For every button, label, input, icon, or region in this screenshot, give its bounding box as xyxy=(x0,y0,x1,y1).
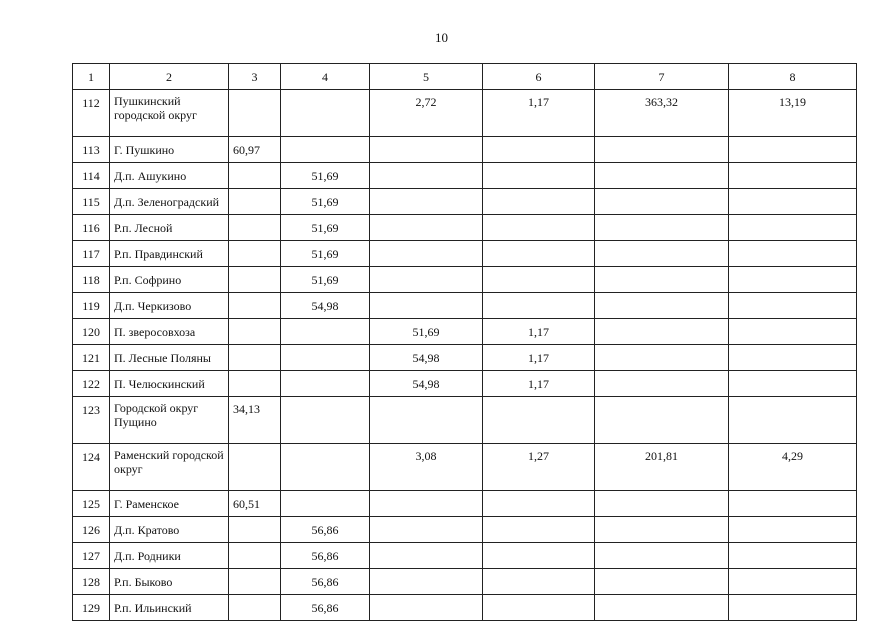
cell-col5 xyxy=(370,595,483,621)
cell-col7 xyxy=(595,319,729,345)
cell-col5 xyxy=(370,397,483,444)
row-number: 124 xyxy=(73,444,110,491)
cell-col4 xyxy=(281,319,370,345)
row-number: 127 xyxy=(73,543,110,569)
cell-col7 xyxy=(595,163,729,189)
table-body xyxy=(73,64,857,621)
cell-col3 xyxy=(229,569,281,595)
cell-col3 xyxy=(229,189,281,215)
cell-col5 xyxy=(370,491,483,517)
cell-col5: 3,08 xyxy=(370,444,483,491)
cell-col5 xyxy=(370,293,483,319)
cell-col3 xyxy=(229,371,281,397)
cell-col3 xyxy=(229,517,281,543)
cell-col6: 1,17 xyxy=(483,319,595,345)
cell-col4 xyxy=(281,491,370,517)
row-name: П. зверосовхоза xyxy=(110,319,229,345)
row-number: 125 xyxy=(73,491,110,517)
cell-col5: 54,98 xyxy=(370,371,483,397)
cell-col6 xyxy=(483,163,595,189)
cell-col8: 13,19 xyxy=(729,90,857,137)
column-header: 1 xyxy=(73,64,110,90)
cell-col3 xyxy=(229,595,281,621)
cell-col8 xyxy=(729,517,857,543)
cell-col8 xyxy=(729,491,857,517)
row-name: Г. Раменское xyxy=(110,491,229,517)
row-number: 118 xyxy=(73,267,110,293)
table-row xyxy=(73,267,857,293)
cell-col3: 60,51 xyxy=(229,491,281,517)
row-number: 114 xyxy=(73,163,110,189)
cell-col7 xyxy=(595,371,729,397)
cell-col8 xyxy=(729,543,857,569)
row-name: Пушкинский городской округ xyxy=(110,90,229,137)
row-number: 116 xyxy=(73,215,110,241)
cell-col3 xyxy=(229,293,281,319)
table-header-row xyxy=(73,64,857,90)
cell-col7 xyxy=(595,543,729,569)
column-header: 7 xyxy=(595,64,729,90)
cell-col5 xyxy=(370,189,483,215)
cell-col5 xyxy=(370,517,483,543)
cell-col5 xyxy=(370,241,483,267)
cell-col6 xyxy=(483,293,595,319)
row-number: 112 xyxy=(73,90,110,137)
row-name: Г. Пушкино xyxy=(110,137,229,163)
cell-col6 xyxy=(483,517,595,543)
table-row xyxy=(73,241,857,267)
cell-col7 xyxy=(595,267,729,293)
cell-col3: 34,13 xyxy=(229,397,281,444)
cell-col4: 56,86 xyxy=(281,543,370,569)
cell-col8 xyxy=(729,215,857,241)
cell-col8 xyxy=(729,595,857,621)
cell-col6 xyxy=(483,241,595,267)
cell-col6: 1,17 xyxy=(483,345,595,371)
row-name: Д.п. Зеленоградский xyxy=(110,189,229,215)
row-number: 128 xyxy=(73,569,110,595)
cell-col7 xyxy=(595,569,729,595)
cell-col8 xyxy=(729,319,857,345)
row-name: Д.п. Кратово xyxy=(110,517,229,543)
cell-col4 xyxy=(281,444,370,491)
cell-col6: 1,17 xyxy=(483,371,595,397)
cell-col4: 51,69 xyxy=(281,267,370,293)
cell-col3 xyxy=(229,319,281,345)
cell-col8 xyxy=(729,569,857,595)
cell-col5: 54,98 xyxy=(370,345,483,371)
cell-col8 xyxy=(729,371,857,397)
cell-col8 xyxy=(729,137,857,163)
cell-col6 xyxy=(483,189,595,215)
cell-col4 xyxy=(281,371,370,397)
row-name: Д.п. Ашукино xyxy=(110,163,229,189)
cell-col6 xyxy=(483,543,595,569)
row-name: Р.п. Быково xyxy=(110,569,229,595)
table-row xyxy=(73,163,857,189)
cell-col3: 60,97 xyxy=(229,137,281,163)
row-number: 117 xyxy=(73,241,110,267)
cell-col7 xyxy=(595,137,729,163)
row-name: Раменский городской округ xyxy=(110,444,229,491)
table-row xyxy=(73,90,857,137)
table-row xyxy=(73,543,857,569)
cell-col7 xyxy=(595,595,729,621)
page-number: 10 xyxy=(435,30,448,45)
cell-col7 xyxy=(595,189,729,215)
row-number: 122 xyxy=(73,371,110,397)
row-name: Р.п. Ильинский xyxy=(110,595,229,621)
cell-col6: 1,17 xyxy=(483,90,595,137)
cell-col7 xyxy=(595,293,729,319)
cell-col6 xyxy=(483,267,595,293)
row-number: 113 xyxy=(73,137,110,163)
table-row xyxy=(73,319,857,345)
cell-col7 xyxy=(595,491,729,517)
cell-col3 xyxy=(229,241,281,267)
row-name: Д.п. Черкизово xyxy=(110,293,229,319)
cell-col6: 1,27 xyxy=(483,444,595,491)
cell-col8 xyxy=(729,397,857,444)
cell-col7: 201,81 xyxy=(595,444,729,491)
table-row xyxy=(73,371,857,397)
cell-col4: 51,69 xyxy=(281,163,370,189)
cell-col7 xyxy=(595,215,729,241)
table-row xyxy=(73,345,857,371)
cell-col4: 56,86 xyxy=(281,517,370,543)
column-header: 8 xyxy=(729,64,857,90)
cell-col4 xyxy=(281,137,370,163)
table-row xyxy=(73,595,857,621)
cell-col5 xyxy=(370,267,483,293)
cell-col5 xyxy=(370,137,483,163)
table-row xyxy=(73,491,857,517)
cell-col7 xyxy=(595,397,729,444)
cell-col6 xyxy=(483,595,595,621)
cell-col8 xyxy=(729,189,857,215)
row-name: Д.п. Родники xyxy=(110,543,229,569)
column-header: 2 xyxy=(110,64,229,90)
cell-col5 xyxy=(370,163,483,189)
cell-col4: 56,86 xyxy=(281,595,370,621)
table-row xyxy=(73,517,857,543)
column-header: 5 xyxy=(370,64,483,90)
cell-col8 xyxy=(729,267,857,293)
row-number: 120 xyxy=(73,319,110,345)
cell-col5 xyxy=(370,569,483,595)
cell-col5: 51,69 xyxy=(370,319,483,345)
cell-col7 xyxy=(595,241,729,267)
row-number: 129 xyxy=(73,595,110,621)
row-number: 121 xyxy=(73,345,110,371)
cell-col6 xyxy=(483,491,595,517)
table-row xyxy=(73,189,857,215)
cell-col6 xyxy=(483,215,595,241)
cell-col3 xyxy=(229,543,281,569)
cell-col3 xyxy=(229,90,281,137)
cell-col8 xyxy=(729,293,857,319)
cell-col7: 363,32 xyxy=(595,90,729,137)
row-name: Р.п. Софрино xyxy=(110,267,229,293)
row-name: Городской округ Пущино xyxy=(110,397,229,444)
cell-col4: 56,86 xyxy=(281,569,370,595)
cell-col4: 54,98 xyxy=(281,293,370,319)
cell-col6 xyxy=(483,137,595,163)
cell-col4 xyxy=(281,345,370,371)
table-row xyxy=(73,215,857,241)
cell-col7 xyxy=(595,345,729,371)
cell-col4: 51,69 xyxy=(281,215,370,241)
cell-col3 xyxy=(229,267,281,293)
cell-col8: 4,29 xyxy=(729,444,857,491)
row-name: Р.п. Лесной xyxy=(110,215,229,241)
cell-col3 xyxy=(229,444,281,491)
cell-col4: 51,69 xyxy=(281,241,370,267)
cell-col5 xyxy=(370,215,483,241)
data-table xyxy=(72,63,857,621)
cell-col3 xyxy=(229,345,281,371)
table-row xyxy=(73,397,857,444)
column-header: 6 xyxy=(483,64,595,90)
table-row xyxy=(73,444,857,491)
cell-col4 xyxy=(281,90,370,137)
table-row xyxy=(73,569,857,595)
row-name: Р.п. Правдинский xyxy=(110,241,229,267)
cell-col4: 51,69 xyxy=(281,189,370,215)
cell-col8 xyxy=(729,345,857,371)
cell-col3 xyxy=(229,215,281,241)
cell-col4 xyxy=(281,397,370,444)
table-row xyxy=(73,293,857,319)
row-number: 119 xyxy=(73,293,110,319)
cell-col7 xyxy=(595,517,729,543)
column-header: 4 xyxy=(281,64,370,90)
row-number: 126 xyxy=(73,517,110,543)
cell-col6 xyxy=(483,397,595,444)
row-name: П. Лесные Поляны xyxy=(110,345,229,371)
cell-col3 xyxy=(229,163,281,189)
cell-col5 xyxy=(370,543,483,569)
cell-col8 xyxy=(729,241,857,267)
column-header: 3 xyxy=(229,64,281,90)
cell-col6 xyxy=(483,569,595,595)
cell-col8 xyxy=(729,163,857,189)
row-name: П. Челюскинский xyxy=(110,371,229,397)
row-number: 115 xyxy=(73,189,110,215)
cell-col5: 2,72 xyxy=(370,90,483,137)
table-row xyxy=(73,137,857,163)
row-number: 123 xyxy=(73,397,110,444)
